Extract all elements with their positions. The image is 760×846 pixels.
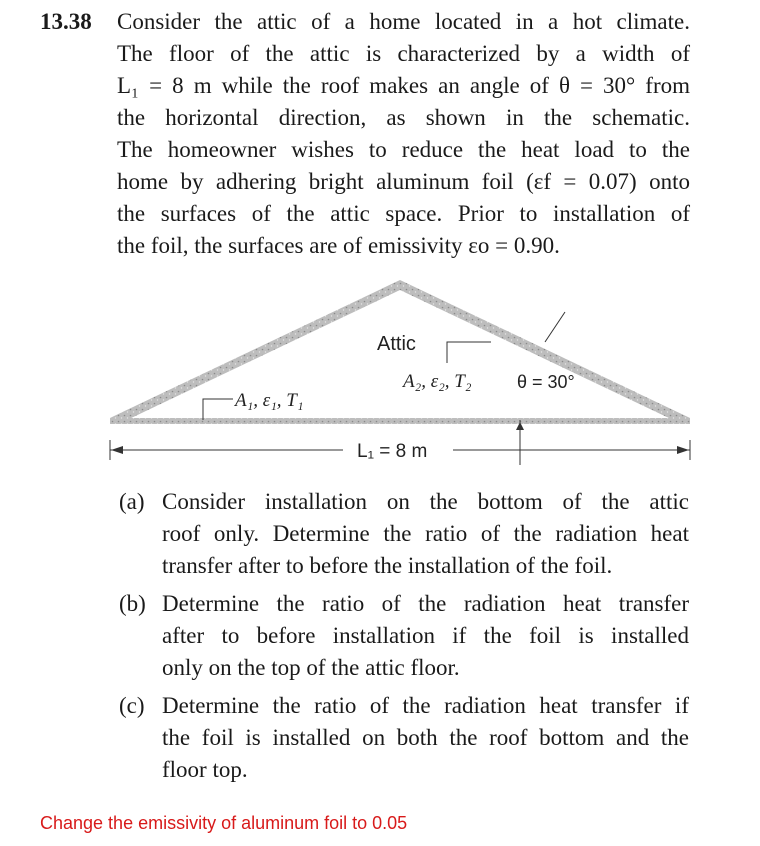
part-text: the foil is installed on both the roof bottom and the: [162, 725, 689, 750]
surface2-leader: [447, 342, 491, 363]
part-text: Determine the ratio of the radiation heat transfer if: [162, 693, 689, 718]
dimension-arrow-left: [111, 446, 123, 454]
part-c-label: (c): [119, 693, 145, 718]
problem-text: the surfaces of the attic space. Prior to installation of: [117, 201, 690, 226]
problem-text: The homeowner wishes to reduce the heat load to the: [117, 137, 690, 162]
angle-leader: [545, 312, 565, 342]
problem-line-1: [40, 6, 690, 38]
surface2-label: A₂, ε₂, T₂: [403, 371, 472, 392]
part-text: after to before installation if the foil is installed: [162, 623, 689, 648]
problem-text: L₁ = 8 m while the roof makes an angle of θ = 30° from: [117, 73, 690, 98]
part-text: roof only. Determine the ratio of the radiation heat: [162, 521, 689, 546]
part-text: transfer after to before the installation of the foil.: [162, 553, 613, 578]
problem-text: the foil, the surfaces are of emissivity εo = 0.90.: [117, 233, 560, 258]
part-text: Determine the ratio of the radiation heat transfer: [162, 591, 689, 616]
problem-number: 13.38: [40, 9, 92, 34]
problem-text: Consider the attic of a home located in a hot climate.: [117, 9, 690, 34]
dimension-arrow-right: [677, 446, 689, 454]
angle-label: θ = 30°: [517, 372, 575, 392]
problem-text: The floor of the attic is characterized by a width of: [117, 41, 690, 66]
part-b: [119, 588, 689, 684]
problem-text: the horizontal direction, as shown in the schematic.: [117, 105, 690, 130]
emissivity-note: Change the emissivity of aluminum foil to 0.05: [40, 813, 408, 833]
part-text: Consider installation on the bottom of the attic: [162, 489, 689, 514]
roof-right: [400, 280, 690, 420]
part-a: [119, 486, 689, 582]
part-c: [119, 690, 689, 786]
part-a-label: (a): [119, 489, 145, 514]
width-label: L₁ = 8 m: [357, 441, 428, 462]
attic-schematic: [105, 270, 695, 470]
attic-label: Attic: [377, 333, 416, 355]
surface1-label: A₁, ε₁, T₁: [235, 390, 304, 411]
problem-statement: [40, 6, 690, 262]
part-b-label: (b): [119, 591, 146, 616]
attic-floor: [110, 418, 690, 424]
part-text: only on the top of the attic floor.: [162, 655, 460, 680]
part-text: floor top.: [162, 757, 248, 782]
problem-text: home by adhering bright aluminum foil (εf = 0.07) onto: [117, 169, 690, 194]
surface1-leader: [203, 399, 233, 420]
